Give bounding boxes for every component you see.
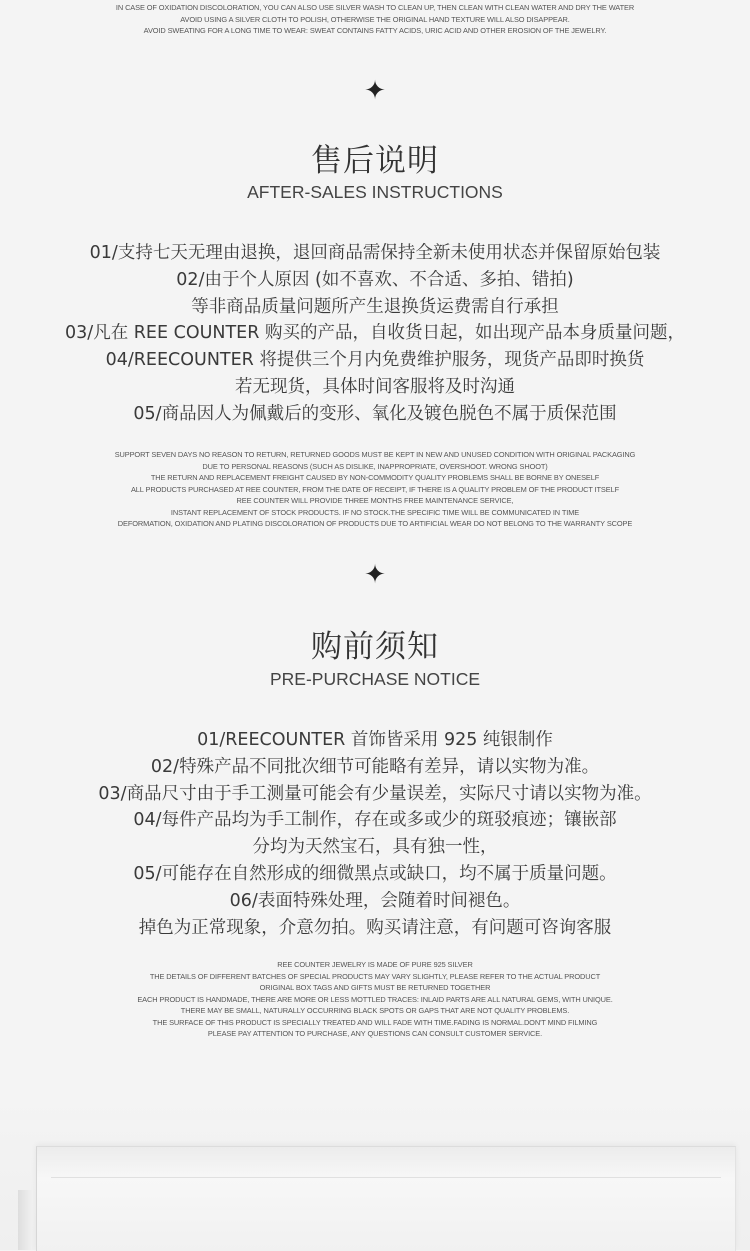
pre-purchase-en-line: THE DETAILS OF DIFFERENT BATCHES OF SPECIAL PRODUCTS MAY VARY SLIGHTLY, PLEASE REFER TO THE ACTUAL PRODUCT [149,971,601,981]
pre-purchase-title-cn: 购前须知 [311,629,439,665]
pre-purchase-line: 01/REECOUNTER 首饰皆采用 925 纯银制作 [197,730,553,750]
pre-purchase-en-line: THE SURFACE OF THIS PRODUCT IS SPECIALLY TREATED AND WILL FADE WITH TIME.FADING IS NORMAL.DON'T MIND FILMING [152,1017,598,1027]
care-note-line: AVOID SWEATING FOR A LONG TIME TO WEAR: SWEAT CONTAINS FATTY ACIDS, URIC ACID AND OTHER EROSION OF THE JEWELRY. [143,26,607,35]
after-sales-en-line: DEFORMATION, OXIDATION AND PLATING DISCOLORATION OF PRODUCTS DUE TO ARTIFICIAL WEAR DO NOT BELONG TO THE WARRANTY SCOPE [117,519,633,528]
pre-purchase-en-line: ORIGINAL BOX TAGS AND GIFTS MUST BE RETURNED TOGETHER [259,983,491,992]
sparkle-icon: ✦ [364,75,386,105]
pre-purchase-line: 掉色为正常现象，介意勿拍。购买请注意，有问题可咨询客服 [138,917,612,938]
pre-purchase-line: 分均为天然宝石，具有独一性， [252,837,498,858]
pre-purchase-body-en [0,959,750,1040]
after-sales-body-en [0,449,750,530]
after-sales-line: 若无现货，具体时间客服将及时沟通 [235,376,515,397]
pre-purchase-body-cn [0,727,750,941]
after-sales-line: 04/REECOUNTER 将提供三个月内免费维护服务，现货产品即时换货 [105,350,645,371]
after-sales-en-line: INSTANT REPLACEMENT OF STOCK PRODUCTS. IF NO STOCK.THE SPECIFIC TIME WILL BE COMMUNICATED IN TIME [170,507,580,517]
pre-purchase-line: 05/可能存在自然形成的细微黑点或缺口，均不属于质量问题。 [133,863,617,884]
pre-purchase-en-line: THERE MAY BE SMALL, NATURALLY OCCURRING BLACK SPOTS OR GAPS THAT ARE NOT QUALITY PROBLEMS. [180,1006,570,1015]
after-sales-line: 01/支持七天无理由退换，退回商品需保持全新未使用状态并保留原始包装 [89,243,661,263]
pre-purchase-en-line: EACH PRODUCT IS HANDMADE, THERE ARE MORE OR LESS MOTTLED TRACES: INLAID PARTS ARE ALL NATURAL GEMS, WITH UNIQUE. [137,994,613,1004]
pre-purchase-line: 03/商品尺寸由于手工测量可能会有少量误差，实际尺寸请以实物为准。 [98,783,652,804]
after-sales-en-line: ALL PRODUCTS PURCHASED AT REE COUNTER, FROM THE DATE OF RECEIPT, IF THERE IS A QUALITY PROBLEM OF THE PRODUCT ITSELF [130,484,620,494]
after-sales-en-line: THE RETURN AND REPLACEMENT FREIGHT CAUSED BY NON-COMMODITY QUALITY PROBLEMS SHALL BE BORNE BY ONESELF [150,473,600,482]
pre-purchase-en-line: PLEASE PAY ATTENTION TO PURCHASE, ANY QUESTIONS CAN CONSULT CUSTOMER SERVICE. [207,1029,543,1038]
care-note-line: AVOID USING A SILVER CLOTH TO POLISH, OTHERWISE THE ORIGINAL HAND TEXTURE WILL ALSO DISAPPEAR. [180,14,570,24]
after-sales-line: 05/商品因人为佩戴后的变形、氧化及镀色脱色不属于质保范围 [133,403,617,424]
after-sales-line: 等非商品质量问题所产生退换货运费需自行承担 [191,296,559,317]
care-notes-tail [0,2,750,37]
after-sales-title-cn: 售后说明 [311,143,439,179]
pre-purchase-en-line: REE COUNTER JEWELRY IS MADE OF PURE 925 SILVER [277,960,473,969]
sparkle-icon: ✦ [364,559,386,589]
after-sales-en-line: DUE TO PERSONAL REASONS (SUCH AS DISLIKE, INAPPROPRIATE, OVERSHOOT. WRONG SHOOT) [202,461,548,471]
pre-purchase-title-en: PRE-PURCHASE NOTICE [269,669,481,689]
after-sales-body-cn [0,240,750,428]
packaging-box-edge [51,1177,721,1178]
care-note-line: IN CASE OF OXIDATION DISCOLORATION, YOU CAN ALSO USE SILVER WASH TO CLEAN UP, THEN CLEAN WITH CLEAN WATER AND DRY THE WATER [115,3,635,12]
pre-purchase-line: 04/每件产品均为手工制作，存在或多或少的斑驳痕迹；镶嵌部 [133,810,617,831]
after-sales-en-line: REE COUNTER WILL PROVIDE THREE MONTHS FREE MAINTENANCE SERVICE, [236,496,514,505]
packaging-box-side [18,1190,32,1250]
after-sales-line: 03/凡在 REE COUNTER 购买的产品，自收货日起，如出现产品本身质量问题， [65,323,685,344]
after-sales-title-en: AFTER-SALES INSTRUCTIONS [247,182,503,202]
pre-purchase-line: 06/表面特殊处理，会随着时间褪色。 [229,890,521,911]
packaging-box-image [36,1146,736,1251]
after-sales-line: 02/由于个人原因 (如不喜欢、不合适、多拍、错拍) [176,269,574,290]
pre-purchase-line: 02/特殊产品不同批次细节可能略有差异，请以实物为准。 [150,756,600,777]
after-sales-en-line: SUPPORT SEVEN DAYS NO REASON TO RETURN, RETURNED GOODS MUST BE KEPT IN NEW AND UNUSED CONDITION WITH ORIGINAL PACKAGING [114,450,636,459]
